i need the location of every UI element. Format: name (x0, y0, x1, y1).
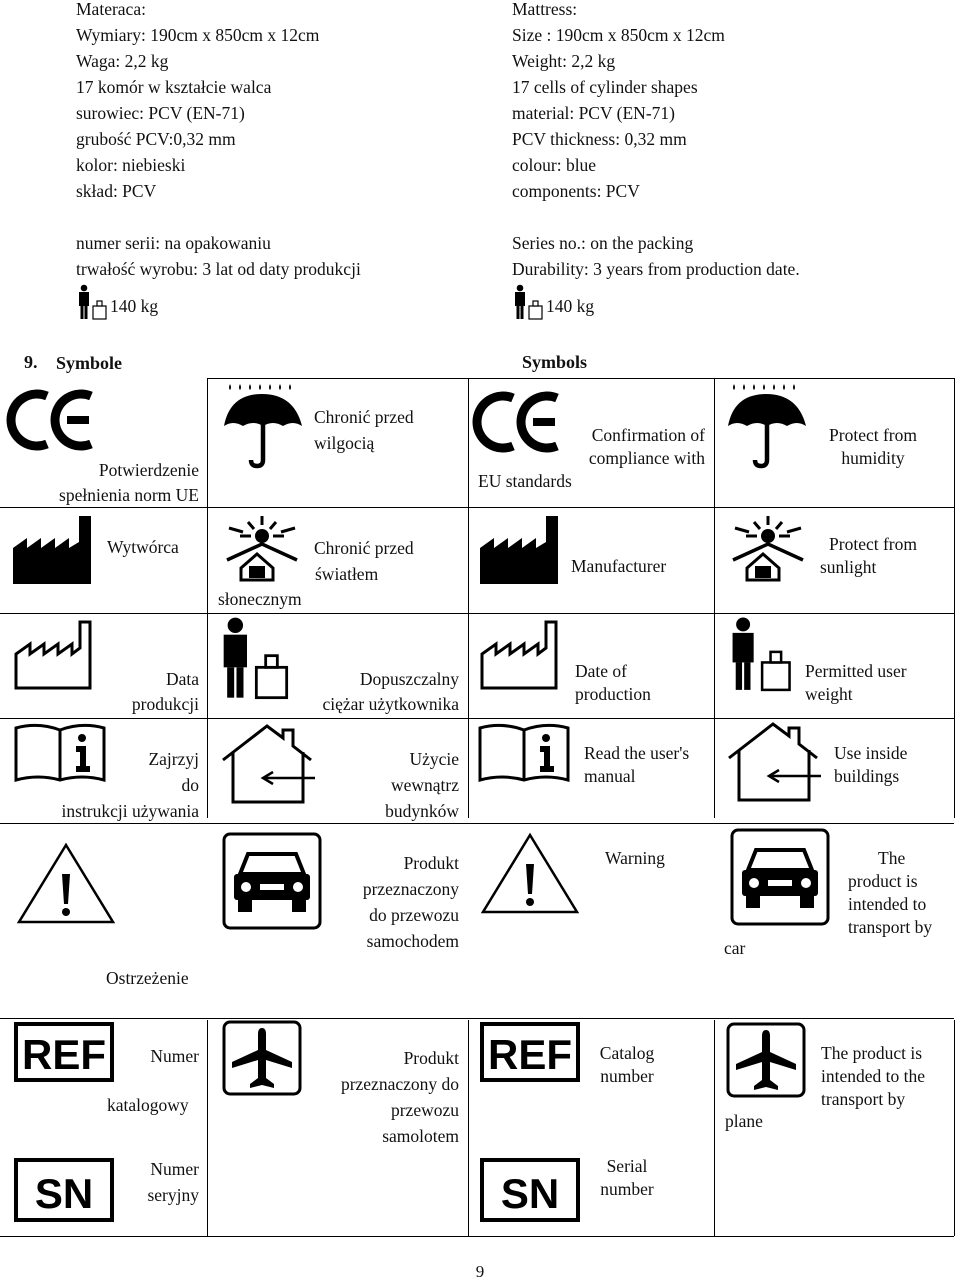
car-text-en: The product is intended to transport by (848, 848, 933, 937)
serial-text-pl: Numer seryjny (147, 1159, 199, 1205)
inside-text-pl: Użycie wewnątrz budynków (385, 749, 459, 821)
plane-text-pl: Produkt przeznaczony do przewozu samolotem (340, 1048, 459, 1146)
section-title-en: Symbols (522, 352, 588, 372)
ce-text-en: Confirmation of compliance with (588, 425, 705, 468)
humidity-text-en: Protect from humidity (829, 425, 917, 468)
car-text-en-5: car (724, 938, 746, 958)
user-weight-icon (726, 616, 794, 692)
manufacturer-text-pl: Wytwórca (107, 537, 179, 557)
serial-text-en: Serial number (600, 1156, 654, 1199)
ref-box-icon (14, 1022, 114, 1082)
date-text-en: Date of production (575, 661, 651, 704)
warning-triangle-icon (480, 832, 580, 914)
umbrella-rain-icon (726, 380, 810, 468)
english-weight-line (512, 284, 594, 320)
ce-text-en-2: EU standards (478, 471, 572, 491)
spec-line: colour: blue (512, 155, 597, 175)
polish-specs (76, 0, 361, 282)
ref-label: REF (488, 1031, 572, 1078)
series-line: numer serii: na opakowaniu (76, 233, 271, 253)
spec-line: Size : 190cm x 850cm x 12cm (512, 25, 725, 45)
sunlight-text-en: Protect from sunlight (820, 534, 917, 577)
spec-line: PCV thickness: 0,32 mm (512, 129, 687, 149)
catalog-text-en: Catalog number (599, 1043, 655, 1086)
sun-protect-icon (727, 514, 809, 584)
userweight-text-en: Permitted user weight (805, 661, 907, 704)
page-number: 9 (475, 1262, 485, 1281)
spec-line: material: PCV (EN-71) (512, 103, 675, 123)
warning-text-pl: Ostrzeżenie (106, 968, 189, 988)
umbrella-rain-icon (222, 380, 306, 468)
warning-triangle-icon (16, 842, 116, 924)
date-text-pl: Data produkcji (131, 669, 199, 714)
plane-text-en-4: plane (725, 1111, 763, 1131)
spec-line: Weight: 2,2 kg (512, 51, 616, 71)
weight-value: 140 kg (546, 296, 595, 316)
spec-line: components: PCV (512, 181, 640, 201)
english-specs (512, 0, 800, 282)
series-line: Series no.: on the packing (512, 233, 694, 253)
sn-box-icon (14, 1158, 114, 1222)
manufacturer-text-en: Manufacturer (571, 556, 667, 576)
spec-line: Waga: 2,2 kg (76, 51, 169, 71)
sunlight-text-pl: Chronić przed światłem (314, 538, 414, 584)
ref-box-icon (480, 1022, 580, 1082)
section-title-pl: Symbole (56, 353, 123, 373)
durability-line: Durability: 3 years from production date. (512, 259, 800, 279)
factory-icon (13, 512, 93, 584)
spec-line: Wymiary: 190cm x 850cm x 12cm (76, 25, 320, 45)
spec-line: 17 komór w kształcie walca (76, 77, 272, 97)
catalog-text-pl-2: katalogowy (107, 1095, 189, 1115)
car-text-pl: Produkt przeznaczony do przewozu samochodem (362, 853, 459, 951)
factory-outline-icon (480, 618, 560, 690)
airplane-icon (726, 1022, 806, 1098)
spec-line: 17 cells of cylinder shapes (512, 77, 698, 97)
sunlight-text-pl-3: słonecznym (218, 589, 302, 609)
car-icon (222, 832, 322, 930)
sn-label: SN (34, 1170, 94, 1217)
user-weight-icon (216, 616, 292, 700)
factory-icon (480, 512, 560, 584)
manual-book-icon (478, 722, 570, 782)
manual-text-en: Read the user's manual (584, 743, 690, 786)
house-indoor-icon (725, 720, 821, 802)
sn-label: SN (500, 1170, 560, 1217)
weight-value: 140 kg (110, 296, 159, 316)
durability-line: trwałość wyrobu: 3 lat od daty produkcji (76, 259, 361, 279)
userweight-text-pl: Dopuszczalny ciężar użytkownika (322, 669, 459, 714)
spec-line: skład: PCV (76, 181, 157, 201)
user-weight-icon (76, 284, 108, 320)
factory-outline-icon (14, 618, 94, 690)
section-number: 9. (24, 352, 38, 372)
spec-line: kolor: niebieski (76, 155, 186, 175)
ce-mark-icon (9, 390, 95, 450)
manual-text-pl: Zajrzyj do instrukcji używania (61, 749, 199, 821)
plane-text-en: The product is intended to the transport by (821, 1043, 926, 1109)
ref-label: REF (22, 1031, 106, 1078)
spec-line: Mattress: (512, 0, 578, 19)
ce-mark-icon (475, 392, 561, 452)
warning-text-en: Warning (605, 848, 665, 868)
spec-line: grubość PCV:0,32 mm (76, 129, 236, 149)
user-weight-icon (512, 284, 544, 320)
spec-line: surowiec: PCV (EN-71) (76, 103, 245, 123)
car-icon (730, 828, 830, 926)
sn-box-icon (480, 1158, 580, 1222)
humidity-text-pl: Chronić przed wilgocią (314, 407, 414, 453)
airplane-icon (222, 1020, 302, 1096)
house-indoor-icon (219, 722, 315, 804)
inside-text-en: Use inside buildings (834, 743, 908, 786)
catalog-text-pl: Numer (150, 1046, 199, 1066)
spec-line: Materaca: (76, 0, 146, 19)
polish-weight-line (76, 284, 158, 320)
ce-text-pl: Potwierdzenie spełnienia norm UE (59, 460, 199, 505)
sun-protect-icon (221, 514, 303, 584)
